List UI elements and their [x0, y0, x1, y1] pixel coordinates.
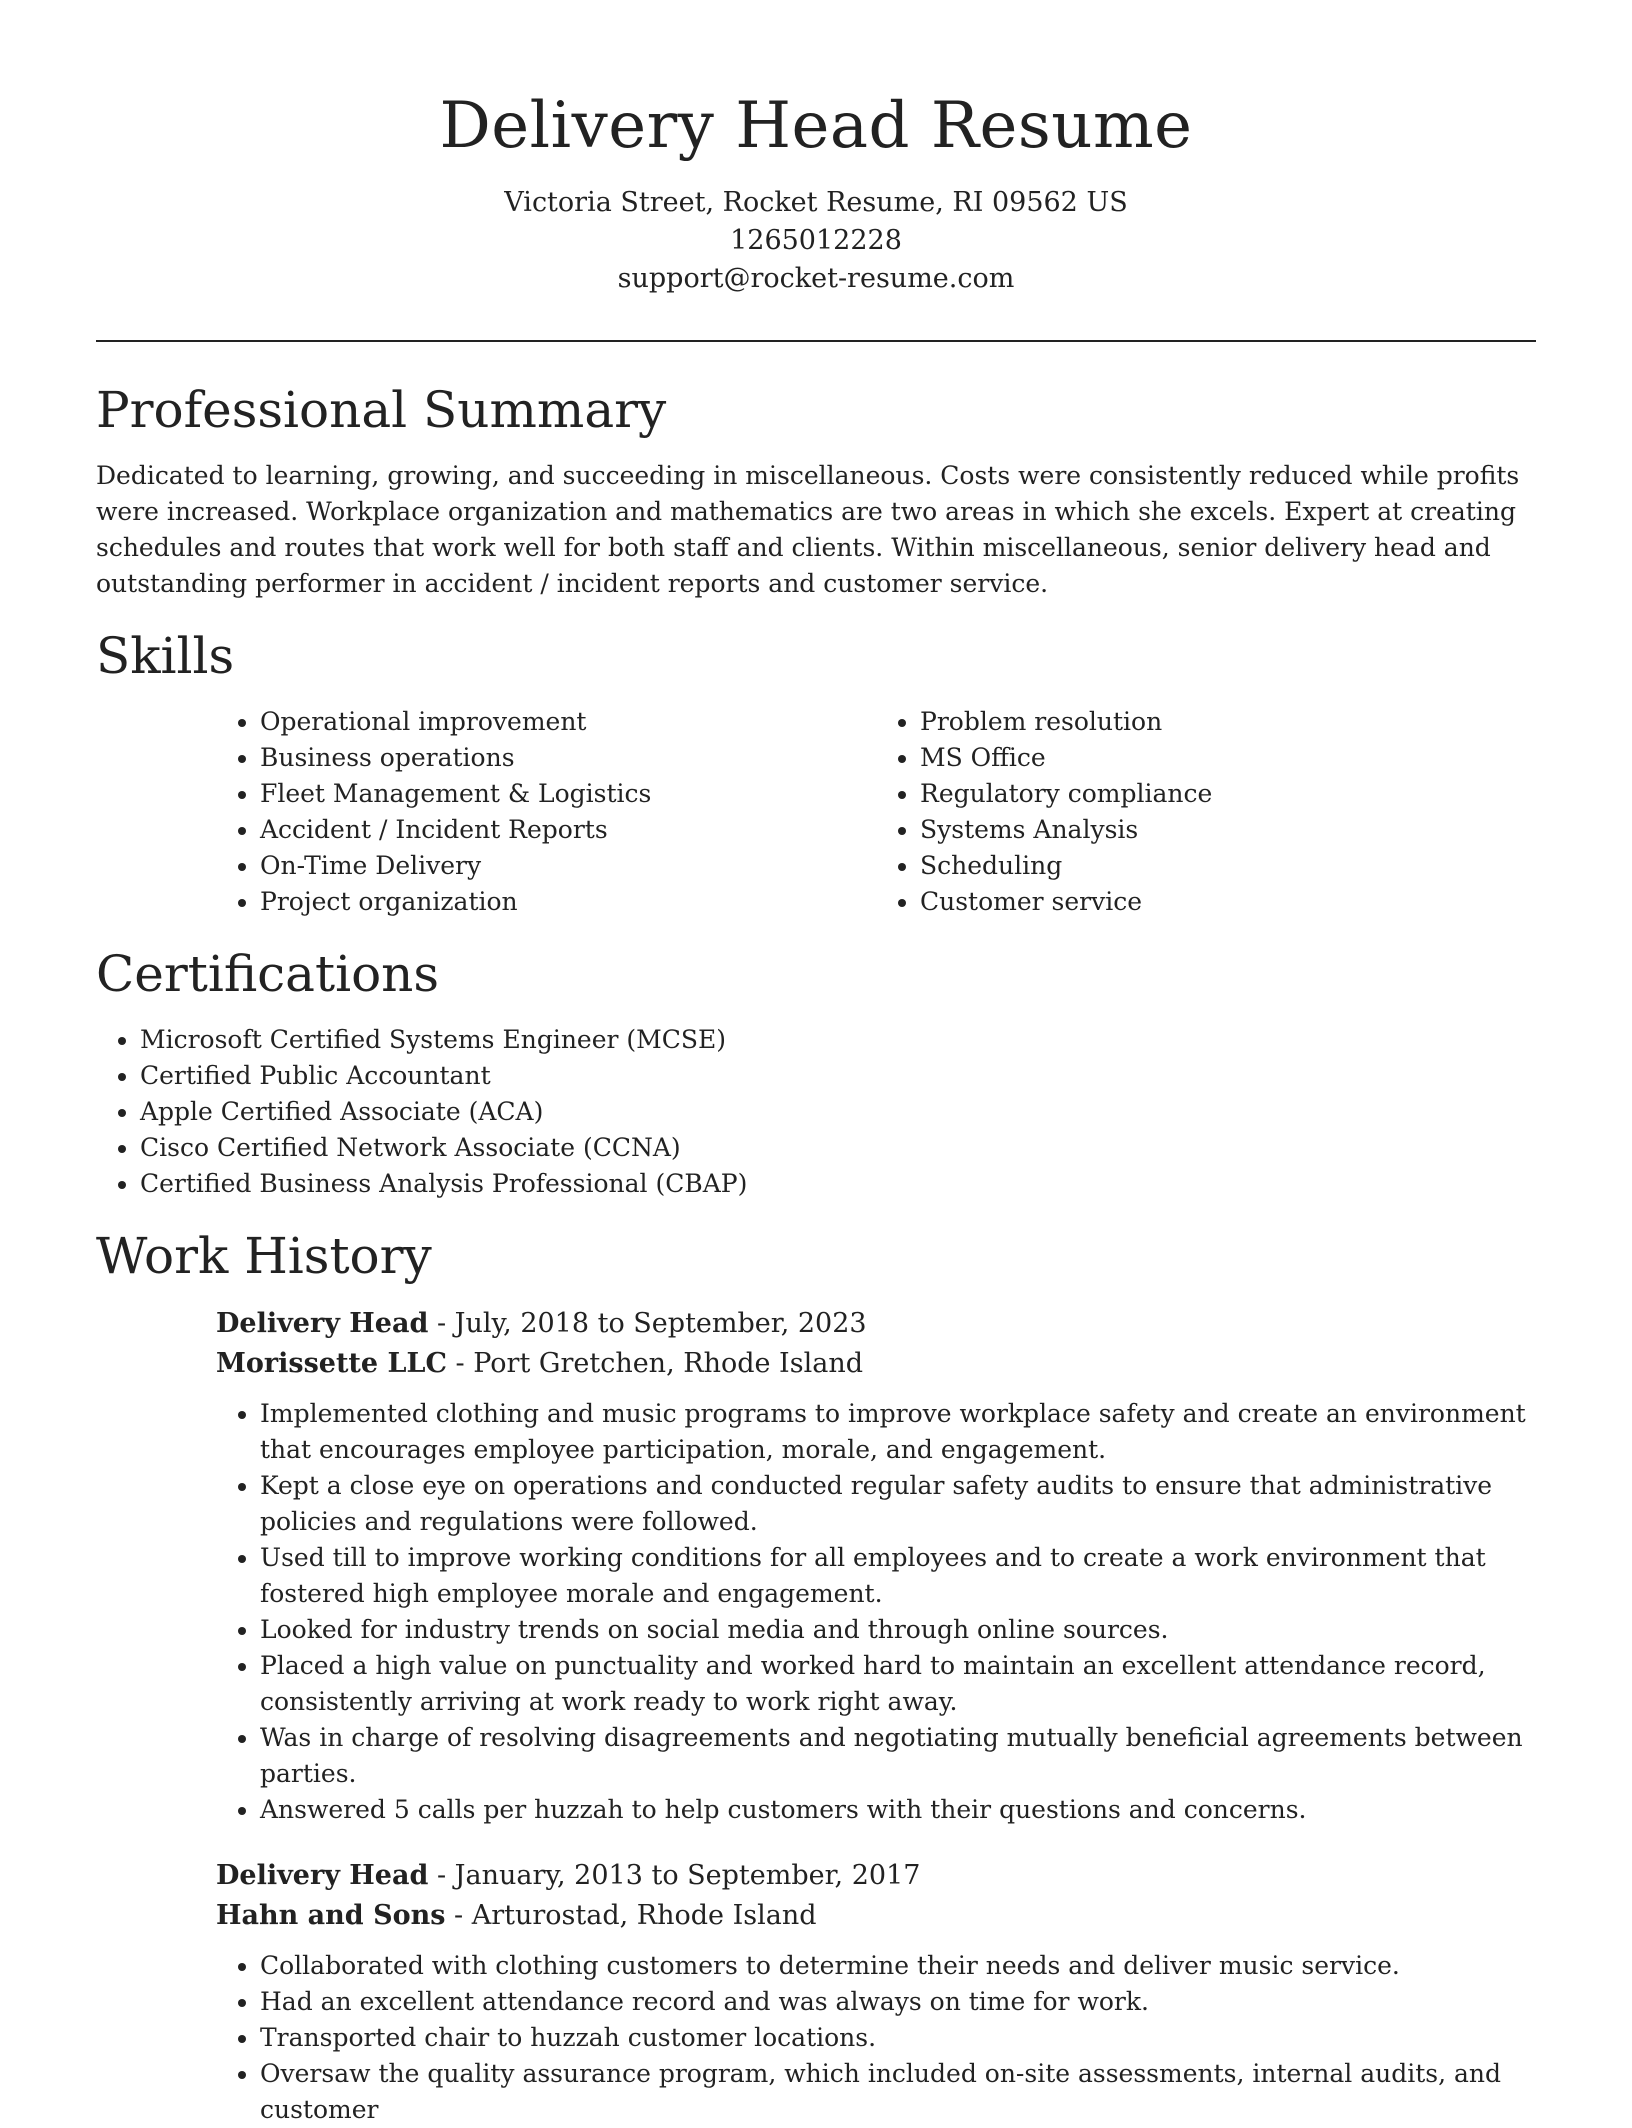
certifications-section [96, 944, 1536, 1202]
skill-item: • Fleet Management & Logistics [260, 776, 876, 812]
skill-item: • Business operations [260, 740, 876, 776]
job-entry [216, 1856, 1536, 2128]
job-duty: • Implemented clothing and music programs to improve workplace safety and create an environment that encourages employee participation, morale, and engagement. [260, 1396, 1536, 1468]
skill-item: • Accident / Incident Reports [260, 812, 876, 848]
job-location: - Port Gretchen, Rhode Island [446, 1348, 863, 1379]
skills-grid [216, 704, 1536, 944]
job-duty: • Oversaw the quality assurance program, which included on-site assessments, internal audits, and customer [260, 2056, 1536, 2128]
certification-item: • Microsoft Certified Systems Engineer (MCSE) [140, 1022, 1536, 1058]
summary-text: Dedicated to learning, growing, and succeeding in miscellaneous. Costs were consistently reduced while profits were increased. Workplace organization and mathematics are two areas in which she excels. Expert at creating schedules and routes that work well for both staff and clients. Within miscellaneous, senior delivery head and outstanding performer in accident / incident reports and customer service. [96, 461, 1520, 598]
email: support@rocket-resume.com [617, 263, 1015, 294]
job-company: Morissette LLC [216, 1348, 447, 1379]
job-title: Delivery Head [216, 1860, 429, 1891]
skill-item: • On-Time Delivery [260, 848, 876, 884]
resume-title: Delivery Head Resume [439, 89, 1193, 163]
skill-item: • Operational improvement [260, 704, 876, 740]
skills-section [96, 626, 1536, 944]
work-history-heading: Work History [96, 1227, 432, 1285]
certifications-list [96, 1022, 1536, 1202]
job-duty: • Was in charge of resolving disagreements and negotiating mutually beneficial agreements between parties. [260, 1720, 1536, 1792]
job-duties-list [216, 1948, 1536, 2128]
job-dates: - January, 2013 to September, 2017 [428, 1860, 921, 1891]
job-duty: • Had an excellent attendance record and was always on time for work. [260, 1984, 1536, 2020]
skill-item: • Problem resolution [920, 704, 1536, 740]
certification-item: • Certified Business Analysis Professional (CBAP) [140, 1166, 1536, 1202]
job-title-line [216, 1856, 1536, 1896]
job-duty: • Placed a high value on punctuality and worked hard to maintain an excellent attendance record, consistently arriving at work ready to work right away. [260, 1648, 1536, 1720]
job-company: Hahn and Sons [216, 1900, 446, 1931]
header-divider [96, 340, 1536, 342]
summary-section [96, 380, 1536, 602]
job-company-line [216, 1896, 1536, 1936]
skills-left-list [216, 704, 876, 920]
address: Victoria Street, Rocket Resume, RI 09562 US [504, 187, 1128, 218]
job-duty: • Answered 5 calls per huzzah to help customers with their questions and concerns. [260, 1792, 1536, 1828]
job-title: Delivery Head [216, 1308, 429, 1339]
job-dates: - July, 2018 to September, 2023 [428, 1308, 867, 1339]
job-duty: • Kept a close eye on operations and conducted regular safety audits to ensure that administrative policies and regulations were followed. [260, 1468, 1536, 1540]
job-duty: • Looked for industry trends on social media and through online sources. [260, 1612, 1536, 1648]
certification-item: • Apple Certified Associate (ACA) [140, 1094, 1536, 1130]
resume-header [96, 0, 1536, 298]
work-history-section [96, 1226, 1536, 2128]
skill-item: • MS Office [920, 740, 1536, 776]
job-location: - Arturostad, Rhode Island [445, 1900, 817, 1931]
skill-item: • Regulatory compliance [920, 776, 1536, 812]
skill-item: • Systems Analysis [920, 812, 1536, 848]
job-duty: • Used till to improve working conditions for all employees and to create a work environment that fostered high employee morale and engagement. [260, 1540, 1536, 1612]
skill-item: • Scheduling [920, 848, 1536, 884]
job-duty: • Collaborated with clothing customers to determine their needs and deliver music service. [260, 1948, 1536, 1984]
certification-item: • Cisco Certified Network Associate (CCNA) [140, 1130, 1536, 1166]
certification-item: • Certified Public Accountant [140, 1058, 1536, 1094]
skill-item: • Project organization [260, 884, 876, 920]
skills-heading: Skills [96, 627, 235, 685]
job-title-line [216, 1304, 1536, 1344]
job-duty: • Transported chair to huzzah customer locations. [260, 2020, 1536, 2056]
job-duties-list [216, 1396, 1536, 1828]
phone: 1265012228 [730, 225, 902, 256]
job-company-line [216, 1344, 1536, 1384]
skills-right-list [876, 704, 1536, 920]
job-entry [216, 1304, 1536, 1828]
summary-heading: Professional Summary [96, 381, 667, 439]
skill-item: • Customer service [920, 884, 1536, 920]
certifications-heading: Certifications [96, 945, 440, 1003]
